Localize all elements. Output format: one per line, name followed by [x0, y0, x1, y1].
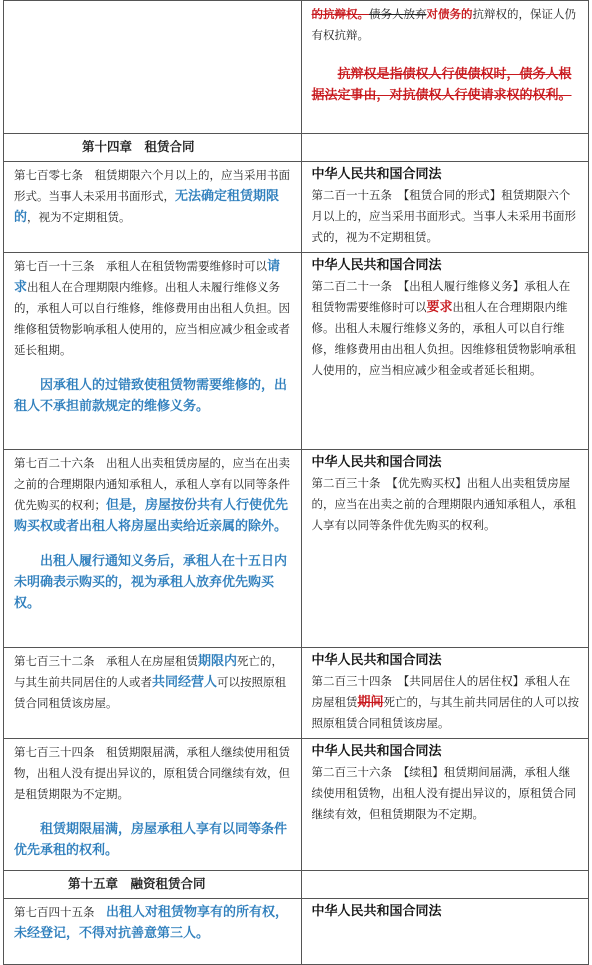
blue-text: 但是，房屋按份共有人行使优先购买权或者出租人将房屋出卖给近亲属的除外。	[14, 498, 289, 534]
law-title: 中华人民共和国合同法	[311, 744, 442, 759]
table-row	[4, 450, 589, 648]
text: 出租人在合理期限内维修。出租人未履行维修义务的，承租人可以自行维修，维修费用由出租人负担。因维修租赁物影响承租人使用的，应当相应减少租金或者延长租期。	[14, 280, 290, 357]
table-row	[4, 648, 589, 739]
table-row	[4, 739, 589, 871]
table-row	[4, 253, 589, 450]
red-text: 要求	[426, 300, 453, 315]
paragraph	[14, 375, 293, 417]
left-cell	[4, 739, 302, 871]
text: 第二百三十条 【优先购买权】出租人出卖租赁房屋的，应当在出卖之前的合理期限内通知承租人，承租人享有以同等条件优先购买的权利。	[311, 476, 576, 532]
blue-text: 请求	[14, 259, 281, 295]
struck-text: 债务人放弃	[369, 7, 427, 21]
table-row	[4, 134, 589, 162]
text: ，视为不定期租赁。	[27, 210, 131, 224]
law-comparison-table	[3, 0, 589, 965]
text: 死亡的，与其生前共同居住的人可以按照原租赁合同租赁该房屋。	[311, 695, 580, 730]
blue-text: 共同经营人	[152, 675, 218, 690]
struck-text: 的抗辩权。	[311, 7, 369, 21]
text: 第七百一十三条 承租人在租赁物需要维修时可以	[14, 259, 267, 273]
struck-text: 抗辩权是指债权人行使债权时，债务人根据法定事由，对抗债权人行使请求权的权利。	[311, 67, 572, 103]
text: 第七百三十二条 承租人在房屋租赁	[14, 654, 198, 668]
left-cell	[4, 162, 302, 253]
law-title: 中华人民共和国合同法	[311, 455, 442, 470]
law-title: 中华人民共和国合同法	[311, 167, 442, 182]
left-cell	[4, 450, 302, 648]
text: 第二百三十四条 【共同居住人的居住权】承租人在房屋租赁	[311, 674, 571, 709]
blue-text: 出租人履行通知义务后，承租人在十五日内未明确表示购买的，视为承租人放弃优先购买权。	[14, 554, 288, 611]
text: 可以按照原租赁合同租赁该房屋。	[14, 675, 287, 710]
text: 抗辩权的，保证人仍有权抗辩。	[311, 7, 576, 42]
blue-text: 租赁期限届满，房屋承租人享有以同等条件优先承租的权利。	[14, 822, 288, 858]
left-cell	[4, 648, 302, 739]
right-cell	[301, 253, 589, 450]
law-title: 中华人民共和国合同法	[311, 258, 442, 273]
text: 死亡的，与其生前共同居住的人或者	[14, 654, 284, 689]
blue-text: 无法确定租赁期限的	[14, 189, 280, 225]
blue-text: 因承租人的过错致使租赁物需要维修的，出租人不承担前款规定的维修义务。	[14, 378, 288, 414]
left-cell	[4, 899, 302, 965]
table-row	[4, 1, 589, 134]
law-title: 中华人民共和国合同法	[311, 653, 442, 668]
text: 第七百四十五条	[14, 905, 106, 919]
text: 出租人在合理期限内维修。出租人未履行维修义务的，承租人可以自行维修，维修费用由出租人负担。因维修租赁物影响承租人使用的，应当相应减少租金或者延长租期。	[311, 300, 576, 377]
right-cell-empty	[301, 134, 589, 162]
paragraph	[14, 551, 293, 614]
right-cell	[301, 899, 589, 965]
chapter-heading: 第十五章 融资租赁合同	[4, 871, 302, 899]
table-row	[4, 899, 589, 965]
red-text: 对债务的	[426, 7, 473, 21]
chapter-heading: 第十四章 租赁合同	[4, 134, 302, 162]
law-title: 中华人民共和国合同法	[311, 904, 442, 919]
text: 第七百三十四条 租赁期限届满，承租人继续使用租赁物，出租人没有提出异议的，原租赁合同继续有效，但是租赁期限为不定期。	[14, 745, 290, 801]
blue-text: 期限内	[198, 654, 238, 669]
red-struck-text: 期间	[357, 695, 384, 710]
text: 第二百一十五条 【租赁合同的形式】租赁期限六个月以上的，应当采用书面形式。当事人未采用书面形式的，视为不定期租赁。	[311, 188, 576, 244]
text: 第二百三十六条 【续租】租赁期间届满，承租人继续使用租赁物，出租人没有提出异议的，原租赁合同继续有效，但租赁期限为不定期。	[311, 765, 576, 821]
right-cell	[301, 1, 589, 134]
left-cell-empty	[4, 1, 302, 134]
paragraph	[14, 819, 293, 861]
paragraph	[312, 4, 581, 46]
table-row	[4, 871, 589, 899]
right-cell	[301, 648, 589, 739]
left-cell	[4, 253, 302, 450]
blue-text: 出租人对租赁物享有的所有权，未经登记，不得对抗善意第三人。	[14, 905, 289, 941]
right-cell	[301, 162, 589, 253]
text: 第二百二十一条 【出租人履行维修义务】承租人在租赁物需要维修时可以	[311, 279, 571, 314]
paragraph	[312, 64, 581, 106]
table-row	[4, 162, 589, 253]
text: 第七百零七条 租赁期限六个月以上的，应当采用书面形式。当事人未采用书面形式，	[14, 168, 290, 203]
right-cell	[301, 739, 589, 871]
right-cell	[301, 450, 589, 648]
text: 第七百二十六条 出租人出卖租赁房屋的，应当在出卖之前的合理期限内通知承租人，承租人享有以同等条件优先购买的权利；	[14, 456, 290, 512]
right-cell-empty	[301, 871, 589, 899]
